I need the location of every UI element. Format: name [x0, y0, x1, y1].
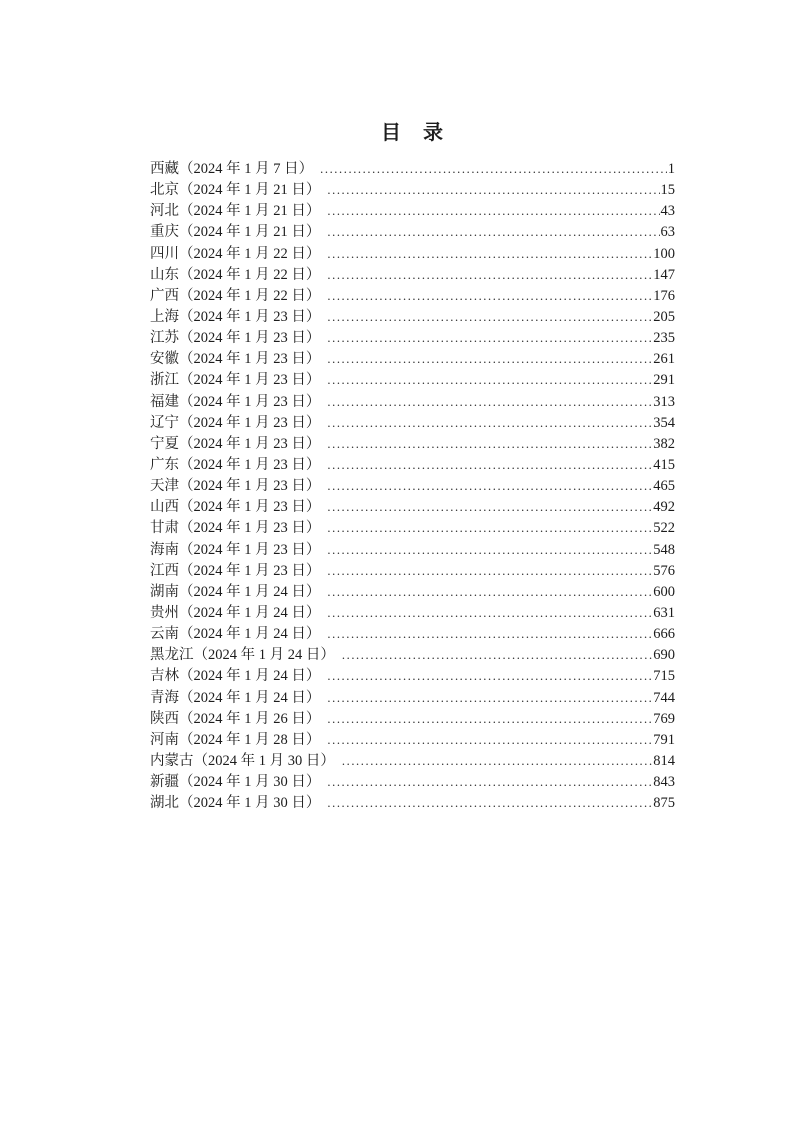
toc-entry-label: 江西（2024 年 1 月 23 日） [150, 562, 321, 579]
toc-entry-label: 河北（2024 年 1 月 21 日） [150, 203, 321, 220]
toc-entry[interactable] [150, 645, 675, 666]
toc-entry-label: 内蒙古（2024 年 1 月 30 日） [150, 752, 335, 769]
toc-entry-page: 291 [653, 372, 675, 389]
toc-entry[interactable] [150, 561, 675, 582]
dot-leader [327, 497, 652, 518]
toc-entry[interactable] [150, 497, 675, 518]
toc-entry-label: 福建（2024 年 1 月 23 日） [150, 393, 321, 410]
toc-entry-page: 43 [660, 203, 675, 220]
toc-entry[interactable] [150, 518, 675, 539]
toc-entry-label: 山西（2024 年 1 月 23 日） [150, 499, 321, 516]
toc-entry-page: 875 [653, 795, 675, 812]
toc-entry[interactable] [150, 180, 675, 201]
toc-entry[interactable] [150, 730, 675, 751]
dot-leader [327, 582, 652, 603]
toc-entry-label: 新疆（2024 年 1 月 30 日） [150, 774, 321, 791]
toc-entry-page: 382 [653, 435, 675, 452]
dot-leader [327, 328, 652, 349]
dot-leader [327, 244, 652, 265]
dot-leader [327, 709, 652, 730]
toc-entry-label: 安徽（2024 年 1 月 23 日） [150, 351, 321, 368]
dot-leader [327, 772, 652, 793]
toc-entry-label: 山东（2024 年 1 月 22 日） [150, 266, 321, 283]
toc-entry-label: 云南（2024 年 1 月 24 日） [150, 626, 321, 643]
toc-entry[interactable] [150, 392, 675, 413]
dot-leader [327, 201, 659, 222]
toc-entry-page: 415 [653, 456, 675, 473]
dot-leader [327, 413, 652, 434]
toc-entry-label: 四川（2024 年 1 月 22 日） [150, 245, 321, 262]
toc-entry[interactable] [150, 582, 675, 603]
toc-entry[interactable] [150, 349, 675, 370]
toc-entry-label: 重庆（2024 年 1 月 21 日） [150, 224, 321, 241]
toc-entry[interactable] [150, 772, 675, 793]
toc-entry-page: 235 [653, 330, 675, 347]
toc-entry[interactable] [150, 159, 675, 180]
toc-entry-label: 湖北（2024 年 1 月 30 日） [150, 795, 321, 812]
toc-entry-page: 843 [653, 774, 675, 791]
toc-entry-label: 浙江（2024 年 1 月 23 日） [150, 372, 321, 389]
toc-entry[interactable] [150, 222, 675, 243]
dot-leader [327, 730, 652, 751]
toc-entry-page: 100 [653, 245, 675, 262]
toc-entry[interactable] [150, 265, 675, 286]
toc-entry-label: 黑龙江（2024 年 1 月 24 日） [150, 647, 335, 664]
toc-entry-page: 548 [653, 541, 675, 558]
dot-leader [327, 688, 652, 709]
toc-entry-page: 666 [653, 626, 675, 643]
toc-entry[interactable] [150, 286, 675, 307]
toc-entry[interactable] [150, 603, 675, 624]
dot-leader [342, 751, 652, 772]
dot-leader [320, 159, 667, 180]
dot-leader [327, 518, 652, 539]
dot-leader [327, 455, 652, 476]
toc-entry-label: 河南（2024 年 1 月 28 日） [150, 731, 321, 748]
toc-entry-label: 陕西（2024 年 1 月 26 日） [150, 710, 321, 727]
toc-entry-label: 海南（2024 年 1 月 23 日） [150, 541, 321, 558]
toc-entry[interactable] [150, 709, 675, 730]
toc-entry-page: 147 [653, 266, 675, 283]
toc-entry-page: 690 [653, 647, 675, 664]
dot-leader [327, 666, 652, 687]
toc-entry[interactable] [150, 476, 675, 497]
dot-leader [327, 286, 652, 307]
dot-leader [327, 392, 652, 413]
toc-entry-label: 广西（2024 年 1 月 22 日） [150, 287, 321, 304]
toc-entry-page: 791 [653, 731, 675, 748]
toc-entry-label: 青海（2024 年 1 月 24 日） [150, 689, 321, 706]
toc-entry[interactable] [150, 751, 675, 772]
toc-entry-page: 313 [653, 393, 675, 410]
dot-leader [327, 561, 652, 582]
toc-entry[interactable] [150, 370, 675, 391]
toc-entry[interactable] [150, 328, 675, 349]
toc-entry[interactable] [150, 455, 675, 476]
toc-entry-label: 甘肃（2024 年 1 月 23 日） [150, 520, 321, 537]
toc-entry[interactable] [150, 413, 675, 434]
toc-entry-label: 江苏（2024 年 1 月 23 日） [150, 330, 321, 347]
toc-entry-page: 1 [667, 161, 675, 177]
dot-leader [327, 540, 652, 561]
dot-leader [327, 307, 652, 328]
dot-leader [327, 603, 652, 624]
dot-leader [327, 793, 652, 814]
toc-entry-page: 600 [653, 583, 675, 600]
toc-entry-label: 辽宁（2024 年 1 月 23 日） [150, 414, 321, 431]
toc-entry[interactable] [150, 434, 675, 455]
toc-entry-label: 上海（2024 年 1 月 23 日） [150, 308, 321, 325]
toc-entry-label: 北京（2024 年 1 月 21 日） [150, 182, 321, 199]
toc-entry-label: 宁夏（2024 年 1 月 23 日） [150, 435, 321, 452]
dot-leader [327, 265, 652, 286]
toc-entry-label: 贵州（2024 年 1 月 24 日） [150, 604, 321, 621]
toc-entry-page: 492 [653, 499, 675, 516]
dot-leader [327, 222, 659, 243]
toc-entry[interactable] [150, 244, 675, 265]
toc-entry[interactable] [150, 793, 675, 814]
toc-entry-page: 176 [653, 287, 675, 304]
toc-entry-label: 天津（2024 年 1 月 23 日） [150, 478, 321, 495]
toc-entry-page: 465 [653, 478, 675, 495]
toc-entry-label: 西藏（2024 年 1 月 7 日） [150, 161, 314, 177]
toc-entry-page: 631 [653, 604, 675, 621]
toc-list [150, 159, 675, 814]
toc-entry-page: 576 [653, 562, 675, 579]
toc-entry-label: 广东（2024 年 1 月 23 日） [150, 456, 321, 473]
toc-entry[interactable] [150, 666, 675, 687]
dot-leader [327, 624, 652, 645]
dot-leader [327, 434, 652, 455]
toc-entry[interactable] [150, 688, 675, 709]
toc-entry[interactable] [150, 307, 675, 328]
dot-leader [327, 370, 652, 391]
toc-entry-page: 715 [653, 668, 675, 685]
toc-entry-page: 205 [653, 308, 675, 325]
dot-leader [327, 476, 652, 497]
dot-leader [342, 645, 652, 666]
toc-entry[interactable] [150, 540, 675, 561]
toc-entry-page: 63 [660, 224, 675, 241]
toc-entry[interactable] [150, 624, 675, 645]
toc-entry-page: 261 [653, 351, 675, 368]
toc-title: 目 录 [381, 122, 444, 144]
toc-entry-page: 744 [653, 689, 675, 706]
dot-leader [327, 180, 659, 201]
toc-entry-label: 湖南（2024 年 1 月 24 日） [150, 583, 321, 600]
toc-entry-page: 15 [660, 182, 675, 199]
toc-entry-page: 814 [653, 752, 675, 769]
toc-entry-page: 354 [653, 414, 675, 431]
toc-entry-page: 769 [653, 710, 675, 727]
toc-entry-label: 吉林（2024 年 1 月 24 日） [150, 668, 321, 685]
toc-entry-page: 522 [653, 520, 675, 537]
dot-leader [327, 349, 652, 370]
toc-entry[interactable] [150, 201, 675, 222]
